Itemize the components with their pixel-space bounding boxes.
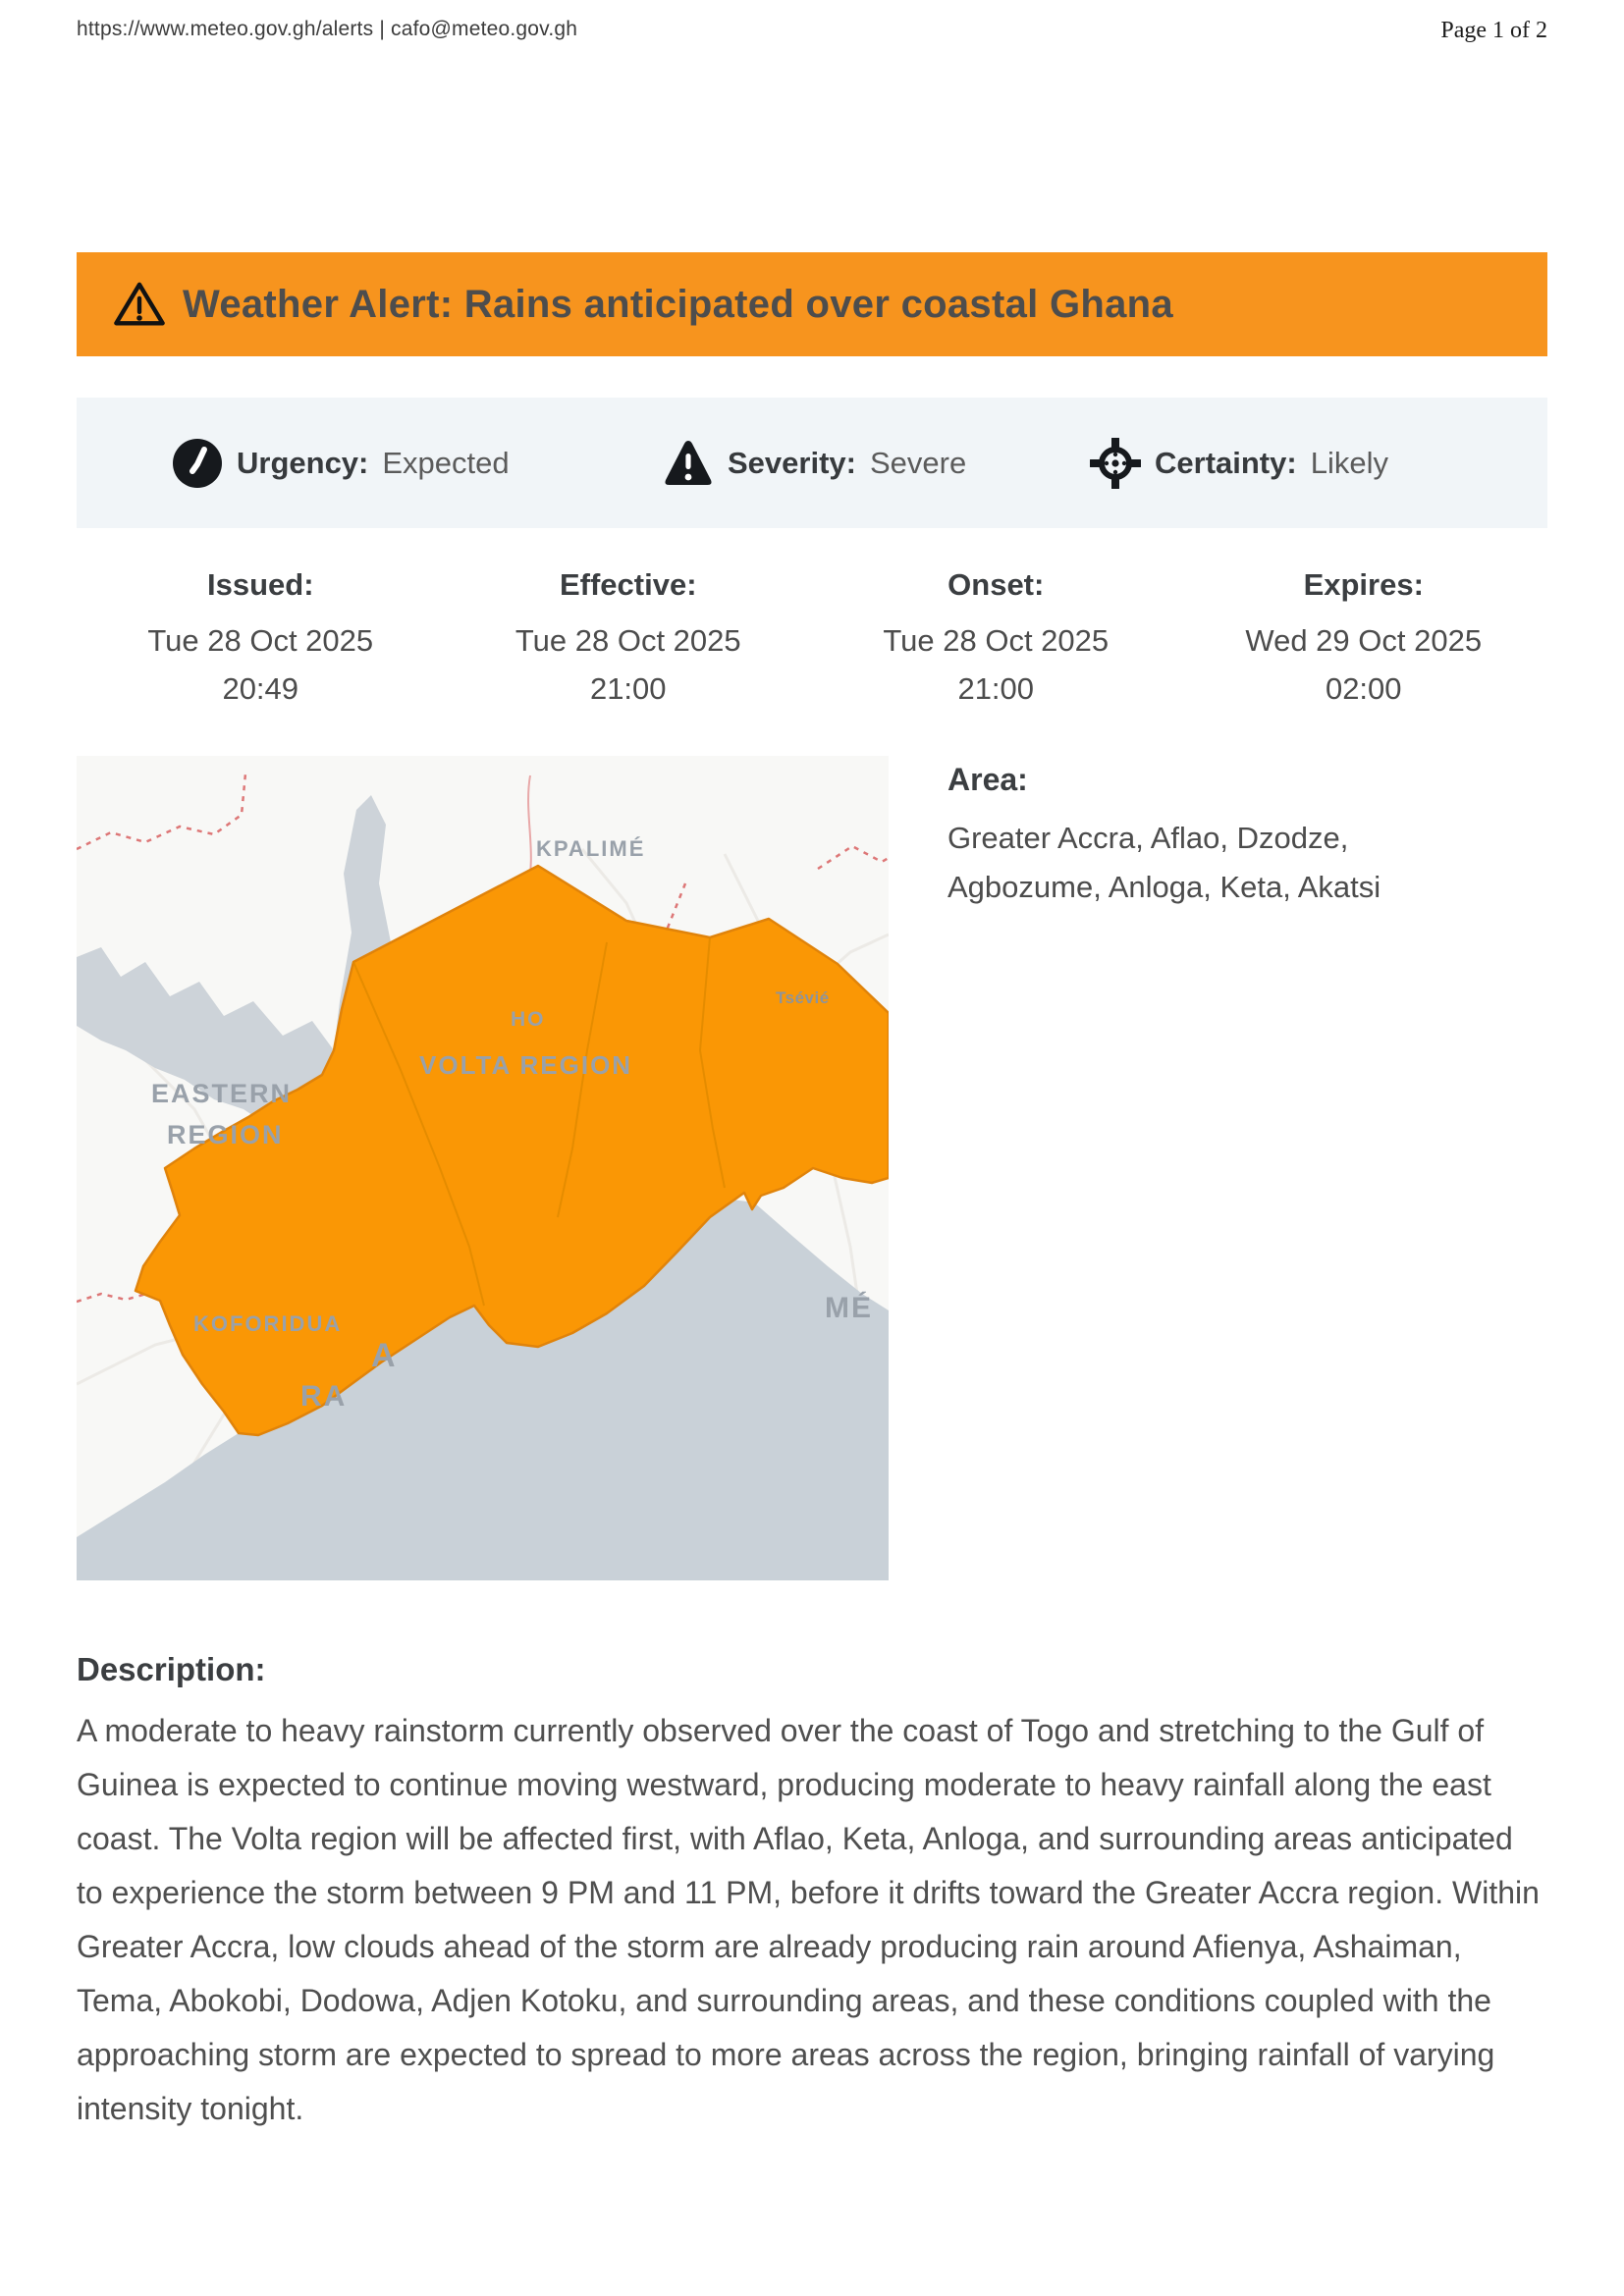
map-label-eastern-2: REGION bbox=[167, 1120, 284, 1149]
urgency-item bbox=[172, 398, 510, 528]
document-header bbox=[77, 0, 1547, 44]
effective-time: 21:00 bbox=[589, 671, 667, 706]
severity-item bbox=[663, 398, 966, 528]
map-label-accra-partial-2: RA bbox=[300, 1380, 348, 1413]
effective-date: Tue 28 Oct 2025 bbox=[514, 623, 741, 658]
area-label: Area: bbox=[947, 762, 1028, 797]
expires-column bbox=[1180, 567, 1548, 713]
crosshair-icon bbox=[1090, 438, 1141, 489]
effective-label: Effective: bbox=[559, 567, 697, 602]
urgency-value: Expected bbox=[382, 445, 510, 480]
description-body: A moderate to heavy rainstorm currently observed over the coast of Togo and stretching to the Gulf of Guinea is expected to continue moving westward, producing moderate to heavy rainfall along the east coast. The Volta region will be affected first, with Aflao, Keta, Anloga, and surrounding areas anticipated to experience the storm between 9 PM and 11 PM, before it drifts toward the Greater Accra region. Within Greater Accra, low clouds ahead of the storm are already producing rain around Afienya, Ashaiman, Tema, Abokobi, Dodowa, Adjen Kotoku, and surrounding areas, and these conditions coupled with the approaching storm are expected to spread to more areas across the region, bringing rainfall of varying intensity tonight. bbox=[77, 1713, 1540, 2126]
issued-column bbox=[77, 567, 445, 713]
issued-time: 20:49 bbox=[222, 671, 299, 706]
clock-icon bbox=[172, 438, 223, 489]
area-value: Greater Accra, Aflao, Dzodze, Agbozume, Anloga, Keta, Akatsi bbox=[947, 821, 1381, 904]
expires-label: Expires: bbox=[1303, 567, 1424, 602]
area-block bbox=[947, 756, 1497, 1580]
warning-filled-icon bbox=[663, 438, 714, 489]
map-label-tsevie: Tsévié bbox=[776, 988, 830, 1007]
alert-area-map bbox=[77, 756, 889, 1580]
issued-date: Tue 28 Oct 2025 bbox=[147, 623, 374, 658]
expires-time: 02:00 bbox=[1325, 671, 1402, 706]
map-label-accra-partial-1: A bbox=[371, 1337, 398, 1374]
page-number: Page 1 of 2 bbox=[1440, 18, 1547, 43]
alert-banner bbox=[77, 252, 1547, 356]
severity-value: Severe bbox=[869, 445, 967, 480]
certainty-value: Likely bbox=[1310, 445, 1388, 480]
description-block bbox=[77, 1651, 1547, 2136]
schedule-row bbox=[77, 567, 1547, 713]
map-label-ho: HO bbox=[511, 1008, 546, 1031]
onset-label: Onset: bbox=[947, 567, 1045, 602]
expires-date: Wed 29 Oct 2025 bbox=[1245, 623, 1483, 658]
description-label: Description: bbox=[77, 1651, 266, 1687]
map-label-eastern-1: EASTERN bbox=[151, 1079, 293, 1108]
map-canvas bbox=[77, 756, 889, 1580]
effective-column bbox=[445, 567, 813, 713]
map-label-volta-region: VOLTA REGION bbox=[419, 1050, 633, 1080]
map-area-row bbox=[77, 756, 1547, 1580]
alert-meta-bar bbox=[77, 398, 1547, 528]
onset-column bbox=[812, 567, 1180, 713]
map-label-lome-partial: MÉ bbox=[825, 1292, 873, 1324]
onset-date: Tue 28 Oct 2025 bbox=[883, 623, 1110, 658]
onset-time: 21:00 bbox=[957, 671, 1035, 706]
map-label-kpalime: KPALIMÉ bbox=[536, 836, 646, 861]
issued-label: Issued: bbox=[206, 567, 314, 602]
certainty-item bbox=[1090, 398, 1388, 528]
certainty-label: Certainty: bbox=[1155, 445, 1297, 480]
urgency-label: Urgency: bbox=[237, 445, 369, 480]
source-url: https://www.meteo.gov.gh/alerts | cafo@meteo.gov.gh bbox=[77, 18, 578, 40]
severity-label: Severity: bbox=[728, 445, 856, 480]
warning-triangle-outline-icon bbox=[112, 280, 167, 329]
map-label-koforidua: KOFORIDUA bbox=[193, 1311, 343, 1336]
alert-title: Weather Alert: Rains anticipated over coastal Ghana bbox=[183, 282, 1173, 326]
